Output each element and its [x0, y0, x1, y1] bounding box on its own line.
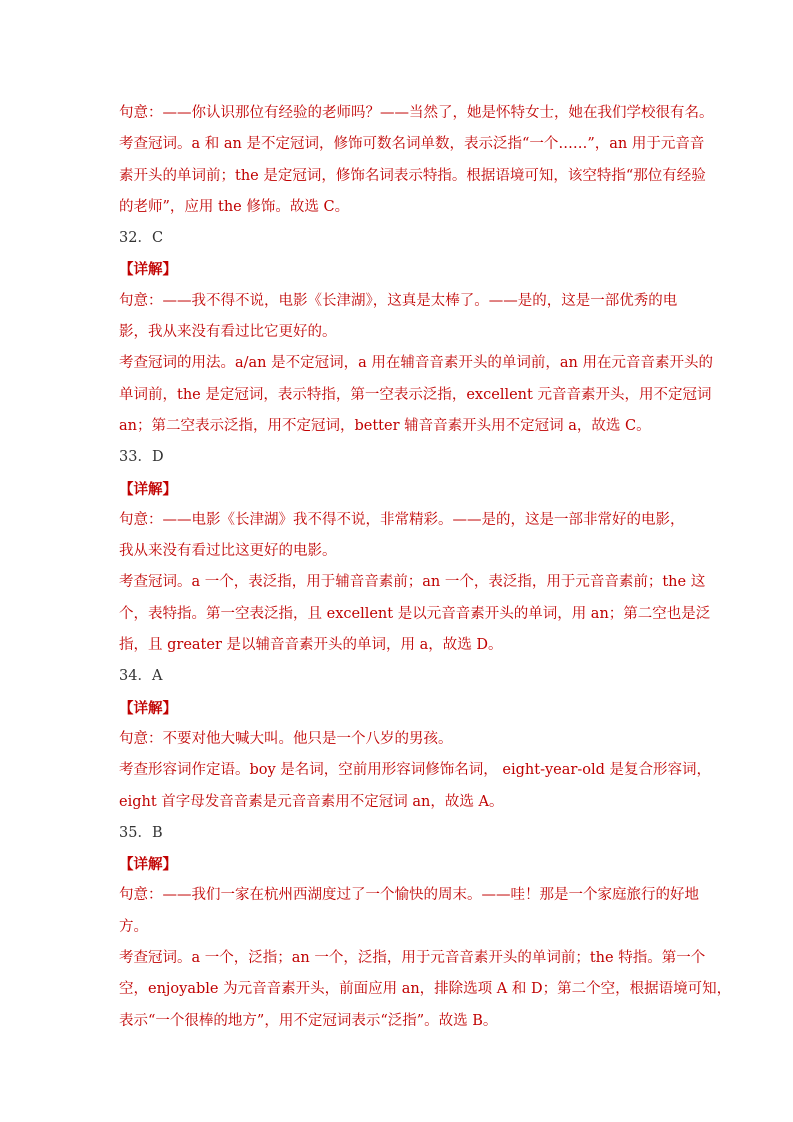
text-line: an；第二空表示泛指，用不定冠词，better 辅音音素开头用不定冠词 a，故选 C。 [119, 417, 651, 434]
section-header: 【详解】 [119, 856, 177, 874]
text-line: 句意：——我们一家在杭州西湖度过了一个愉快的周末。——哇！那是一个家庭旅行的好地 [119, 887, 699, 904]
text-line: 考查形容词作定语。boy 是名词，空前用形容词修饰名词， eight-year-old 是复合形容词， [119, 762, 711, 779]
text-line: 的老师”，应用 the 修饰。故选 C。 [119, 198, 350, 215]
text-line: 个，表特指。第一空表泛指，且 excellent 是以元音音素开头的单词，用 an；第二空也是泛 [119, 605, 711, 622]
text-line: 考查冠词。a 一个，表泛指，用于辅音音素前；an 一个，表泛指，用于元音音素前；the 这 [119, 574, 706, 591]
document-body [119, 98, 732, 1037]
text-line: 考查冠词的用法。a/an 是不定冠词，a 用在辅音音素开头的单词前，an 用在元音音素开头的 [119, 355, 713, 372]
text-line: 考查冠词。a 一个，泛指；an 一个，泛指，用于元音音素开头的单词前；the 特指。第一个 [119, 950, 706, 967]
text-line: 句意：不要对他大喊大叫。他只是一个八岁的男孩。 [119, 730, 453, 747]
section-header: 【详解】 [119, 699, 177, 717]
text-line: 单词前，the 是定冠词，表示特指，第一空表示泛指，excellent 元音音素开头，用不定冠词 [119, 386, 712, 403]
text-line: 句意：——你认识那位有经验的老师吗？——当然了，她是怀特女士，她在我们学校很有名。 [119, 105, 714, 121]
text-line: eight 首字母发音音素是元音音素用不定冠词 an，故选 A。 [119, 793, 504, 810]
text-line: 表示“一个很棒的地方”，用不定冠词表示“泛指”。故选 B。 [119, 1012, 498, 1029]
section-header: 【详解】 [119, 480, 177, 498]
text-line: 方。 [119, 918, 148, 935]
answer-number: 32．C [119, 230, 164, 247]
text-line: 句意：——我不得不说，电影《长津湖》，这真是太棒了。——是的，这是一部优秀的电 [119, 292, 678, 309]
text-line: 句意：——电影《长津湖》我不得不说，非常精彩。——是的，这是一部非常好的电影， [119, 511, 685, 528]
text-line: 空，enjoyable 为元音音素开头，前面应用 an，排除选项 A 和 D；第二个空，根据语境可知， [119, 981, 732, 998]
text-line: 考查冠词。a 和 an 是不定冠词，修饰可数名词单数，表示泛指“一个……”，an 用于元音音 [119, 136, 705, 153]
section-header: 【详解】 [119, 261, 177, 279]
text-line: 素开头的单词前；the 是定冠词，修饰名词表示特指。根据语境可知，该空特指“那位有经验 [119, 167, 706, 184]
answer-number: 35．B [119, 824, 163, 841]
text-line: 影，我从来没有看过比它更好的。 [119, 324, 337, 341]
answer-number: 33．D [119, 449, 164, 466]
text-line: 我从来没有看过比这更好的电影。 [119, 543, 337, 560]
answer-number: 34．A [119, 668, 163, 685]
text-line: 指，且 greater 是以辅音音素开头的单词，用 a，故选 D。 [119, 637, 503, 654]
